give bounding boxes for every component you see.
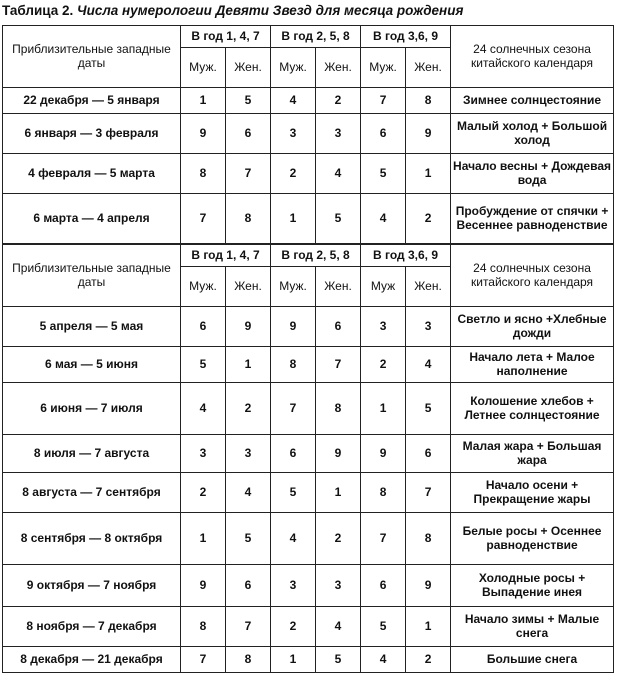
solar-term: Малый холод + Большой холод	[451, 114, 614, 154]
sex-header: Жен.	[316, 48, 361, 88]
number-cell: 2	[361, 347, 406, 383]
number-cell: 7	[271, 383, 316, 435]
table-title	[2, 3, 463, 18]
table-row	[3, 565, 614, 607]
table-row	[3, 473, 614, 513]
number-cell: 4	[181, 383, 226, 435]
date-range: 8 сентября — 8 октября	[3, 513, 181, 565]
number-cell: 9	[181, 114, 226, 154]
table-number: Таблица 2.	[2, 3, 74, 18]
number-cell: 7	[361, 513, 406, 565]
date-range: 8 августа — 7 сентября	[3, 473, 181, 513]
number-cell: 7	[181, 647, 226, 673]
number-cell: 1	[181, 513, 226, 565]
number-cell: 4	[271, 88, 316, 114]
date-range: 8 декабря — 21 декабря	[3, 647, 181, 673]
table-row	[3, 88, 614, 114]
number-cell: 5	[181, 347, 226, 383]
table-row	[3, 647, 614, 673]
number-cell: 9	[361, 435, 406, 473]
date-range: 8 июля — 7 августа	[3, 435, 181, 473]
number-cell: 2	[181, 473, 226, 513]
number-cell: 9	[226, 307, 271, 347]
number-cell: 8	[271, 347, 316, 383]
number-cell: 5	[361, 607, 406, 647]
solar-term: Начало осени + Прекращение жары	[451, 473, 614, 513]
date-range: 5 апреля — 5 мая	[3, 307, 181, 347]
number-cell: 4	[316, 154, 361, 194]
number-cell: 3	[271, 565, 316, 607]
number-cell: 2	[271, 154, 316, 194]
number-cell: 3	[316, 565, 361, 607]
table-row	[3, 114, 614, 154]
number-cell: 1	[406, 154, 451, 194]
number-cell: 1	[316, 473, 361, 513]
sex-header: Жен.	[316, 267, 361, 307]
number-cell: 1	[181, 88, 226, 114]
number-cell: 3	[271, 114, 316, 154]
number-cell: 5	[271, 473, 316, 513]
number-cell: 6	[361, 114, 406, 154]
solar-term: Начало лета + Малое наполнение	[451, 347, 614, 383]
number-cell: 7	[316, 347, 361, 383]
number-cell: 9	[406, 114, 451, 154]
number-cell: 1	[406, 607, 451, 647]
number-cell: 8	[226, 194, 271, 244]
sex-header: Муж.	[271, 267, 316, 307]
date-range: 8 ноября — 7 декабря	[3, 607, 181, 647]
number-cell: 1	[271, 647, 316, 673]
solar-term: Начало весны + Дождевая вода	[451, 154, 614, 194]
number-cell: 4	[271, 513, 316, 565]
sex-header: Муж	[361, 267, 406, 307]
year-group-header: В год 1, 4, 7	[181, 26, 271, 48]
number-cell: 1	[226, 347, 271, 383]
table-row	[3, 513, 614, 565]
sex-header: Жен.	[406, 48, 451, 88]
date-range: 6 мая — 5 июня	[3, 347, 181, 383]
solar-term: Начало зимы + Малые снега	[451, 607, 614, 647]
number-cell: 9	[181, 565, 226, 607]
year-group-header: В год 2, 5, 8	[271, 26, 361, 48]
number-cell: 6	[271, 435, 316, 473]
number-cell: 3	[361, 307, 406, 347]
header-years-row	[3, 245, 614, 267]
table-row	[3, 607, 614, 647]
number-cell: 5	[406, 383, 451, 435]
year-group-header: В год 1, 4, 7	[181, 245, 271, 267]
sex-header: Жен.	[406, 267, 451, 307]
sex-header: Жен.	[226, 48, 271, 88]
sex-header: Жен.	[226, 267, 271, 307]
number-cell: 5	[226, 513, 271, 565]
number-cell: 5	[316, 647, 361, 673]
number-cell: 7	[226, 607, 271, 647]
sex-header: Муж.	[181, 267, 226, 307]
number-cell: 6	[181, 307, 226, 347]
solar-term: Пробуждение от спячки + Весеннее равноденствие	[451, 194, 614, 244]
table-row	[3, 383, 614, 435]
table-row	[3, 435, 614, 473]
date-range: 9 октября — 7 ноября	[3, 565, 181, 607]
number-cell: 8	[406, 88, 451, 114]
season-header: 24 солнечных сезона китайского календаря	[451, 26, 614, 88]
date-range: 6 января — 3 февраля	[3, 114, 181, 154]
number-cell: 5	[226, 88, 271, 114]
dates-header: Приблизительные западные даты	[3, 245, 181, 307]
number-cell: 6	[361, 565, 406, 607]
number-cell: 9	[271, 307, 316, 347]
date-range: 6 марта — 4 апреля	[3, 194, 181, 244]
solar-term: Светло и ясно +Хлебные дожди	[451, 307, 614, 347]
sex-header: Муж.	[181, 48, 226, 88]
table-row	[3, 347, 614, 383]
number-cell: 7	[226, 154, 271, 194]
numerology-table-1	[2, 25, 614, 244]
number-cell: 5	[316, 194, 361, 244]
number-cell: 2	[406, 647, 451, 673]
number-cell: 8	[316, 383, 361, 435]
number-cell: 2	[226, 383, 271, 435]
number-cell: 4	[316, 607, 361, 647]
table-row	[3, 194, 614, 244]
table-row	[3, 154, 614, 194]
number-cell: 4	[226, 473, 271, 513]
date-range: 4 февраля — 5 марта	[3, 154, 181, 194]
season-header: 24 солнечных сезона китайского календаря	[451, 245, 614, 307]
number-cell: 8	[181, 154, 226, 194]
header-years-row	[3, 26, 614, 48]
number-cell: 6	[226, 114, 271, 154]
solar-term: Большие снега	[451, 647, 614, 673]
number-cell: 4	[406, 347, 451, 383]
table-row	[3, 307, 614, 347]
number-cell: 9	[316, 435, 361, 473]
number-cell: 2	[316, 88, 361, 114]
number-cell: 2	[316, 513, 361, 565]
number-cell: 5	[361, 154, 406, 194]
number-cell: 8	[226, 647, 271, 673]
table-title-text: Числа нумерологии Девяти Звезд для месяца рождения	[77, 3, 464, 18]
sex-header: Муж.	[271, 48, 316, 88]
number-cell: 9	[406, 565, 451, 607]
solar-term: Колошение хлебов + Летнее солнцестояние	[451, 383, 614, 435]
number-cell: 7	[181, 194, 226, 244]
year-group-header: В год 3,6, 9	[361, 245, 451, 267]
date-range: 22 декабря — 5 января	[3, 88, 181, 114]
numerology-table-2	[2, 244, 614, 673]
solar-term: Малая жара + Большая жара	[451, 435, 614, 473]
number-cell: 8	[181, 607, 226, 647]
number-cell: 2	[406, 194, 451, 244]
year-group-header: В год 3,6, 9	[361, 26, 451, 48]
number-cell: 6	[226, 565, 271, 607]
number-cell: 1	[271, 194, 316, 244]
number-cell: 8	[361, 473, 406, 513]
number-cell: 6	[406, 435, 451, 473]
year-group-header: В год 2, 5, 8	[271, 245, 361, 267]
number-cell: 6	[316, 307, 361, 347]
sex-header: Муж.	[361, 48, 406, 88]
number-cell: 4	[361, 647, 406, 673]
date-range: 6 июня — 7 июля	[3, 383, 181, 435]
number-cell: 4	[361, 194, 406, 244]
number-cell: 3	[226, 435, 271, 473]
number-cell: 3	[181, 435, 226, 473]
number-cell: 7	[406, 473, 451, 513]
number-cell: 3	[406, 307, 451, 347]
number-cell: 2	[271, 607, 316, 647]
number-cell: 3	[316, 114, 361, 154]
number-cell: 7	[361, 88, 406, 114]
solar-term: Зимнее солнцестояние	[451, 88, 614, 114]
solar-term: Холодные росы + Выпадение инея	[451, 565, 614, 607]
dates-header: Приблизительные западные даты	[3, 26, 181, 88]
solar-term: Белые росы + Осеннее равноденствие	[451, 513, 614, 565]
number-cell: 8	[406, 513, 451, 565]
number-cell: 1	[361, 383, 406, 435]
